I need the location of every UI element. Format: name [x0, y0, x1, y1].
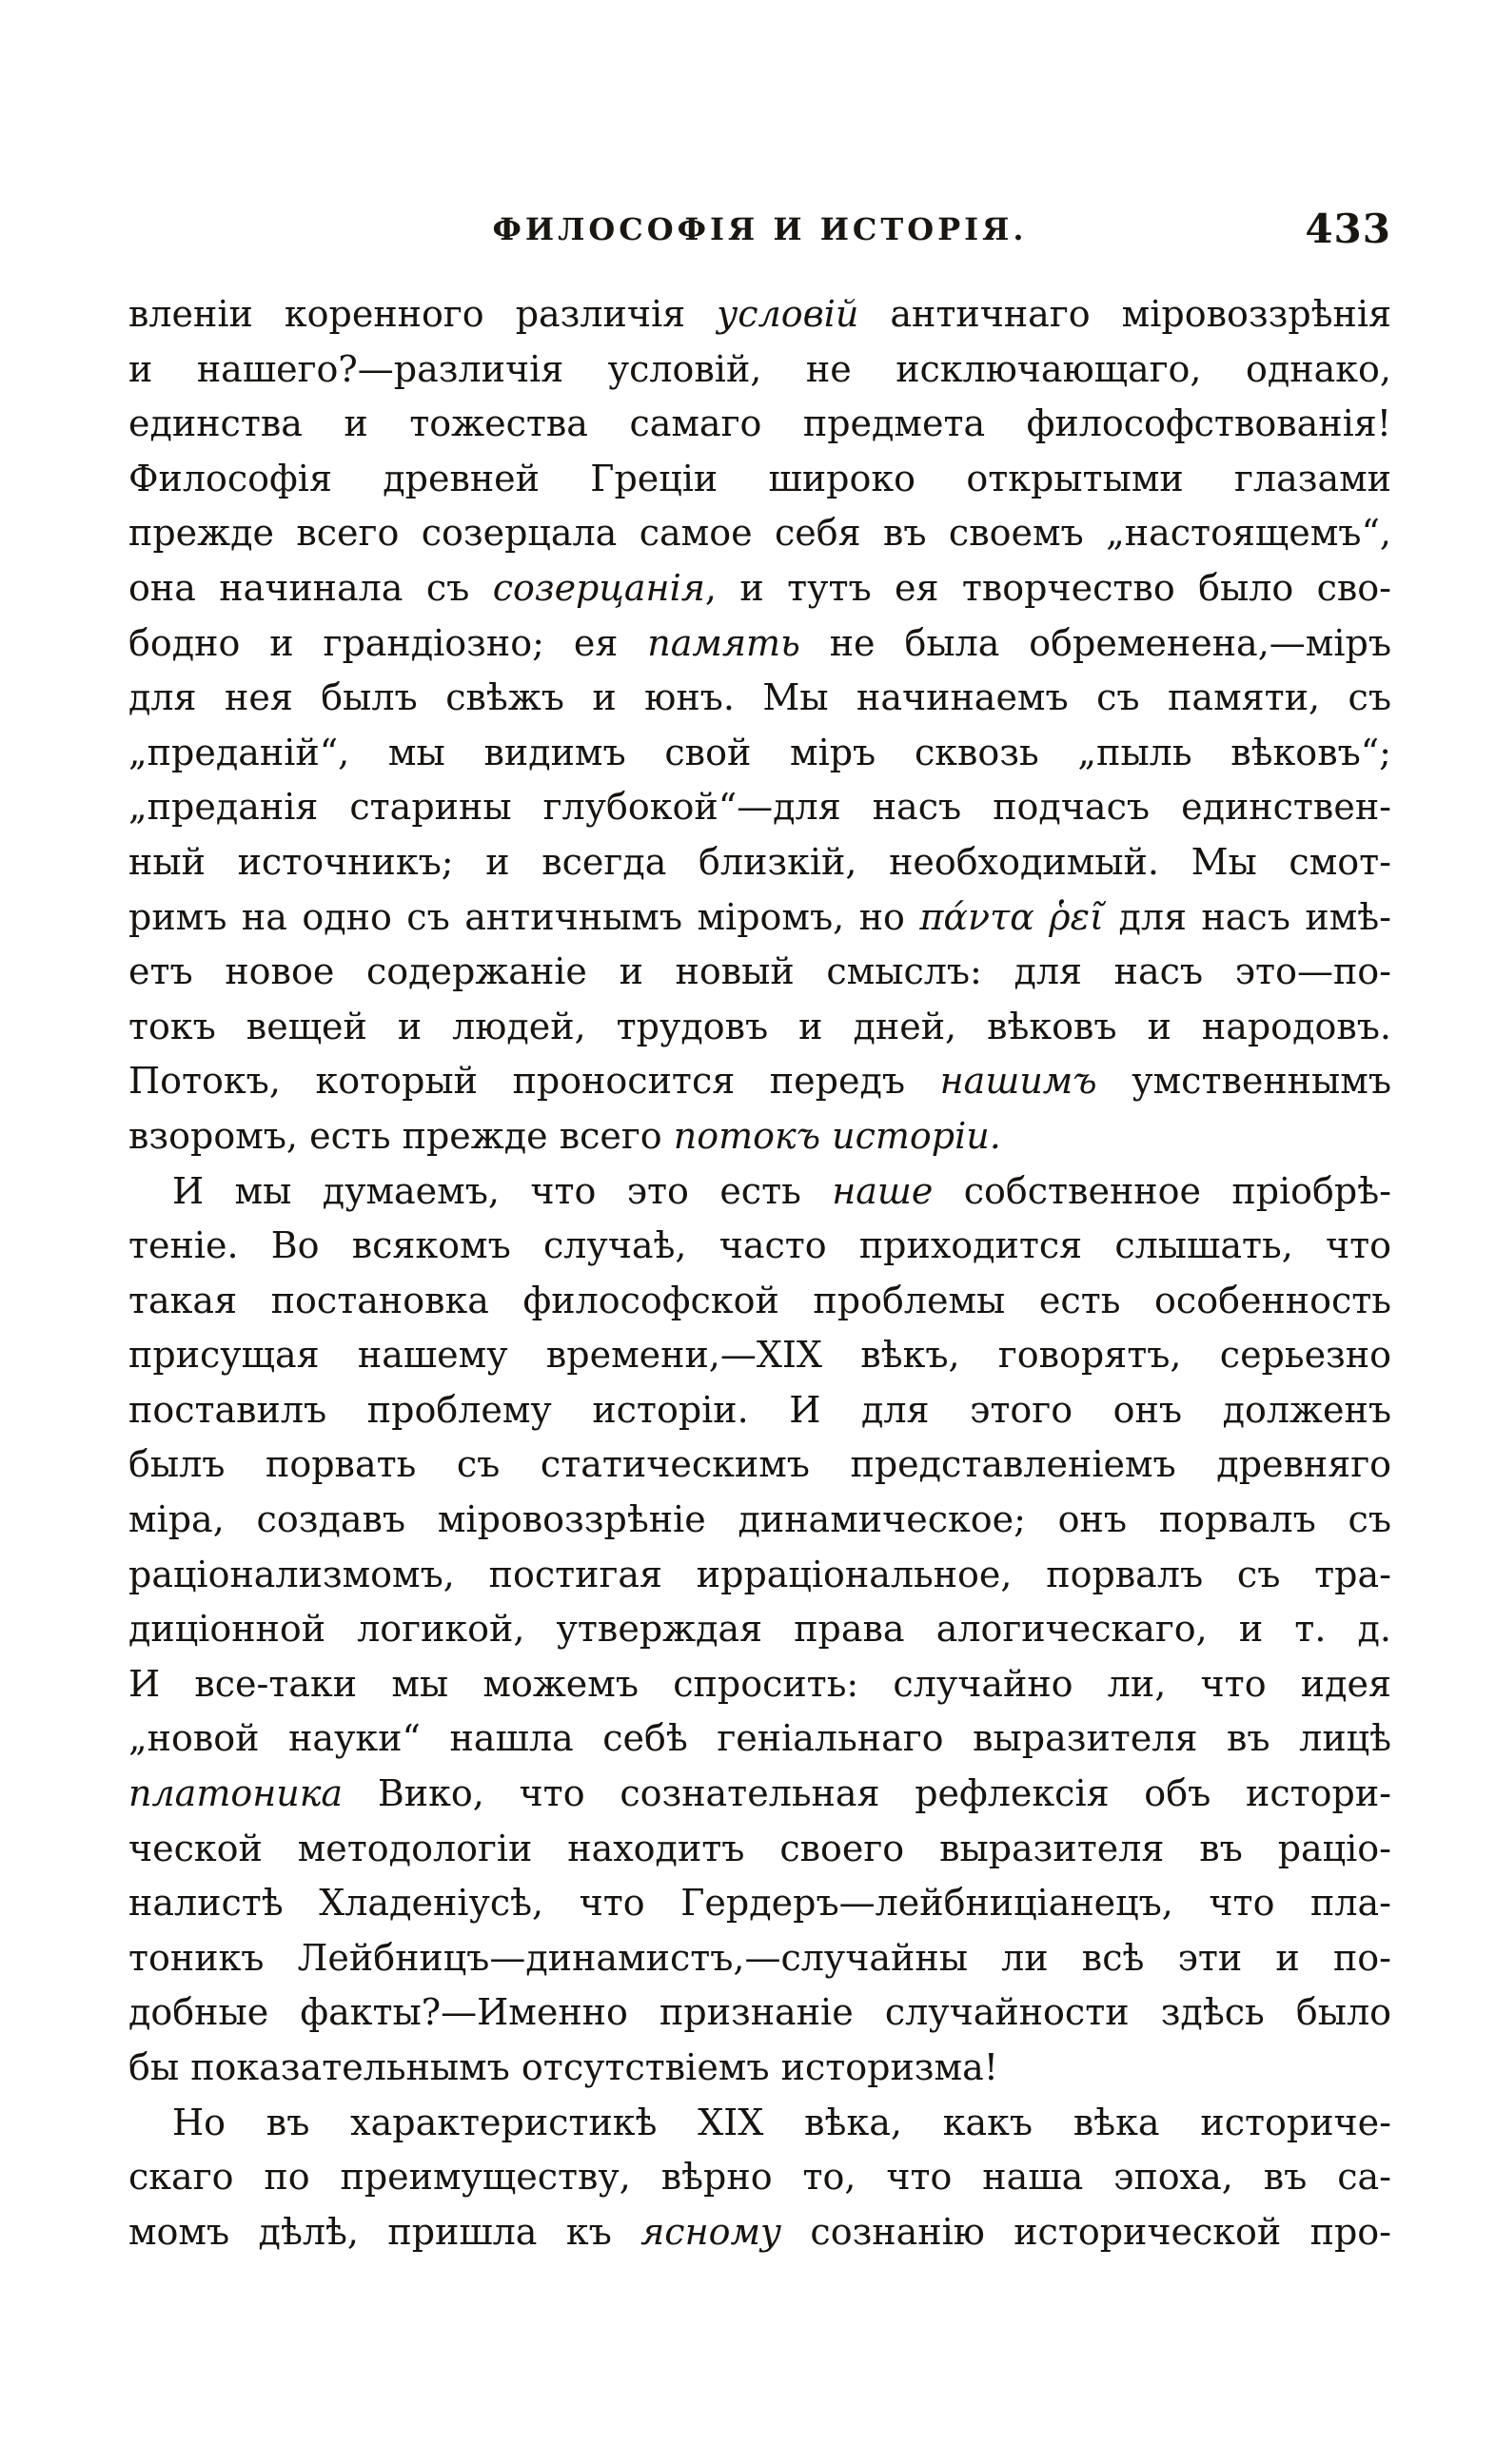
- paragraph: [128, 287, 1391, 1164]
- body-text: и нашего?—различія условій, не исключающаго, однако,: [128, 347, 1391, 390]
- text-line: [128, 2041, 1391, 2096]
- text-line: [128, 1767, 1391, 1822]
- running-title: ФИЛОСОФІЯ И ИСТОРІЯ.: [492, 211, 1028, 247]
- body-text: бы показательнымъ отсутствіемъ историзма!: [128, 2046, 999, 2088]
- text-line: [128, 2205, 1391, 2260]
- body-text: ческой методологіи находитъ своего выразителя въ раціо-: [128, 1827, 1391, 1869]
- italic-text: наше: [832, 1169, 934, 1212]
- text-line: [128, 2096, 1391, 2151]
- body-text: И все-таки мы можемъ спросить: случайно ли, что идея: [128, 1662, 1391, 1705]
- body-text: Но въ характеристикѣ XIX вѣка, какъ вѣка историче-: [172, 2101, 1391, 2143]
- body-text: токъ вещей и людей, трудовъ и дней, вѣковъ и народовъ.: [128, 1005, 1391, 1047]
- running-head: [128, 205, 1391, 253]
- body-text: былъ порвать съ статическимъ представленіемъ древняго: [128, 1443, 1391, 1486]
- text-line: [128, 1054, 1391, 1109]
- body-text: „преданія старины глубокой“—для насъ подчасъ единствен-: [128, 786, 1391, 829]
- text-line: [128, 1602, 1391, 1657]
- body-text: скаго по преимуществу, вѣрно то, что наша эпоха, въ са-: [128, 2156, 1391, 2199]
- body-text: „новой науки“ нашла себѣ геніальнаго выразителя въ лицѣ: [128, 1717, 1391, 1760]
- body-text: диціонной логикой, утверждая права алогическаго, и т. д.: [128, 1608, 1391, 1651]
- text-line: [128, 1109, 1391, 1164]
- text-line: [128, 1985, 1391, 2041]
- text-line: [128, 780, 1391, 835]
- body-text: умственнымъ: [1096, 1060, 1391, 1103]
- body-text: „преданій“, мы видимъ свой міръ сквозь „пыль вѣковъ“;: [128, 731, 1391, 773]
- italic-text: потокъ исторіи.: [673, 1114, 1001, 1157]
- text-line: [128, 1657, 1391, 1712]
- text-line: [128, 1219, 1391, 1274]
- body-text: раціонализмомъ, постигая ирраціональное, порвалъ съ тра-: [128, 1553, 1391, 1595]
- body-text: міра, создавъ міровоззрѣніе динамическое; онъ порвалъ съ: [128, 1498, 1391, 1541]
- text-line: [128, 1822, 1391, 1877]
- body-text: , и тутъ ея творчество было сво-: [704, 566, 1391, 609]
- text-line: [128, 1493, 1391, 1548]
- body-text: присущая нашему времени,—XIX вѣкъ, говорятъ, серьезно: [128, 1334, 1391, 1377]
- body-text: ный источникъ; и всегда близкій, необходимый. Мы смот-: [128, 840, 1391, 883]
- paragraph: [128, 1164, 1391, 2096]
- text-block: [128, 287, 1391, 2259]
- body-text: взоромъ, есть прежде всего: [128, 1114, 674, 1157]
- body-text: для нея былъ свѣжъ и юнъ. Мы начинаемъ съ памяти, съ: [128, 676, 1391, 719]
- text-line: [128, 835, 1391, 890]
- text-line: [128, 616, 1391, 672]
- body-text: Философія древней Греціи широко открытыми глазами: [128, 457, 1391, 499]
- text-line: [128, 2150, 1391, 2205]
- italic-text: память: [647, 621, 800, 664]
- text-line: [128, 397, 1391, 452]
- text-line: [128, 1274, 1391, 1329]
- body-text: она начинала съ: [128, 566, 493, 609]
- paragraph: [128, 2096, 1391, 2260]
- text-line: [128, 342, 1391, 398]
- italic-text: ясному: [640, 2210, 782, 2253]
- body-text: поставилъ проблему исторіи. И для этого онъ долженъ: [128, 1388, 1391, 1431]
- body-text: единства и тожества самаго предмета философствованія!: [128, 402, 1391, 445]
- body-text: бодно и грандіозно; ея: [128, 621, 648, 664]
- text-line: [128, 726, 1391, 781]
- italic-text: πάντα ῥεῖ: [919, 895, 1104, 938]
- body-text: для насъ имѣ-: [1103, 895, 1391, 938]
- body-text: налистѣ Хладеніусѣ, что Гердеръ—лейбниціанецъ, что пла-: [128, 1882, 1391, 1925]
- body-text: сознанію исторической про-: [781, 2210, 1391, 2253]
- body-text: собственное пріобрѣ-: [933, 1169, 1392, 1212]
- page-number: 433: [1305, 205, 1391, 252]
- body-text: И мы думаемъ, что это есть: [172, 1169, 833, 1212]
- body-text: Вико, что сознательная рефлексія объ истори-: [343, 1772, 1391, 1815]
- body-text: прежде всего созерцала самое себя въ своемъ „настоящемъ“,: [128, 512, 1391, 555]
- text-line: [128, 1328, 1391, 1383]
- text-line: [128, 671, 1391, 726]
- text-line: [128, 1383, 1391, 1438]
- body-text: Потокъ, который проносится передъ: [128, 1060, 940, 1103]
- text-line: [128, 1876, 1391, 1931]
- body-text: теніе. Во всякомъ случаѣ, часто приходится слышать, что: [128, 1224, 1391, 1267]
- italic-text: созерцанія: [492, 566, 705, 609]
- body-text: вленіи коренного различія: [128, 293, 718, 335]
- text-line: [128, 561, 1391, 616]
- body-text: такая постановка философской проблемы есть особенность: [128, 1279, 1391, 1321]
- italic-text: нашимъ: [939, 1060, 1097, 1103]
- text-line: [128, 945, 1391, 1000]
- text-line: [128, 1437, 1391, 1493]
- text-line: [128, 1931, 1391, 1986]
- body-text: етъ новое содержаніе и новый смыслъ: для насъ это—по-: [128, 950, 1391, 993]
- body-text: античнаго міровоззрѣнія: [858, 293, 1392, 335]
- text-line: [128, 1000, 1391, 1055]
- text-line: [128, 287, 1391, 342]
- text-line: [128, 1711, 1391, 1767]
- italic-text: платоника: [128, 1772, 344, 1815]
- body-text: не была обременена,—міръ: [799, 621, 1392, 664]
- text-line: [128, 890, 1391, 946]
- body-text: момъ дѣлѣ, пришла къ: [128, 2210, 641, 2253]
- text-line: [128, 452, 1391, 507]
- body-text: римъ на одно съ античнымъ міромъ, но: [128, 895, 920, 938]
- text-line: [128, 1164, 1391, 1220]
- italic-text: условій: [717, 293, 859, 335]
- body-text: тоникъ Лейбницъ—динамистъ,—случайны ли всѣ эти и по-: [128, 1936, 1391, 1979]
- text-line: [128, 506, 1391, 561]
- text-line: [128, 1548, 1391, 1603]
- body-text: добные факты?—Именно признаніе случайности здѣсь было: [128, 1991, 1391, 2034]
